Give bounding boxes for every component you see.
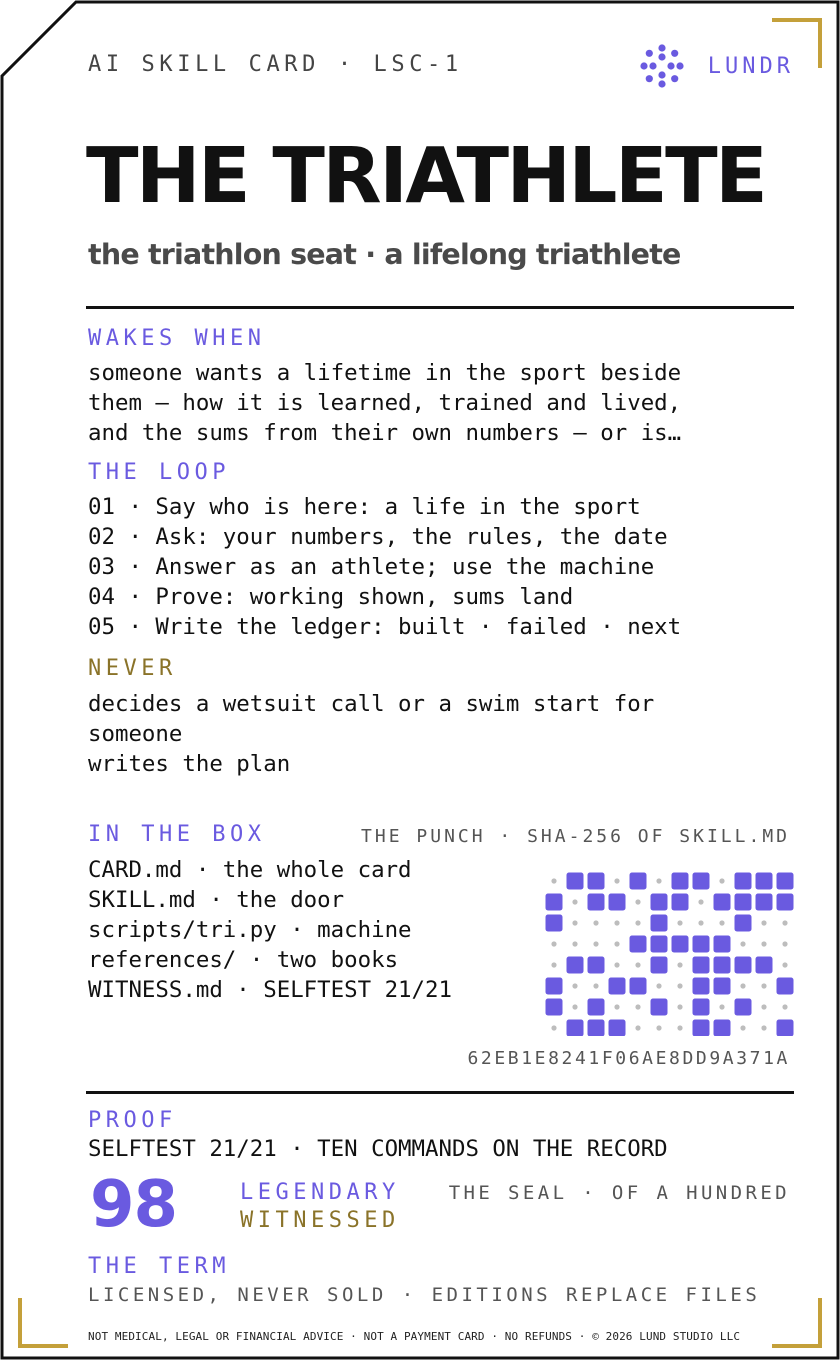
punch-cell-filled xyxy=(588,999,605,1016)
card-subtitle: the triathlon seat · a lifelong triathlete xyxy=(88,238,681,271)
punch-cell-filled xyxy=(735,999,752,1016)
punch-cell-empty xyxy=(677,962,682,967)
brand-name: LUNDR xyxy=(707,53,794,79)
punch-cell-empty xyxy=(614,878,619,883)
punch-label: THE PUNCH · SHA-256 OF SKILL.MD xyxy=(361,826,790,847)
punch-hash: 62EB1E8241F06AE8DD9A371A xyxy=(467,1048,790,1069)
loop-step: 03 · Answer as an athlete; use the machine xyxy=(88,554,655,580)
punch-cell-empty xyxy=(761,1025,766,1030)
punch-cell-empty xyxy=(761,920,766,925)
box-item: scripts/tri.py · machine xyxy=(88,917,412,943)
punch-cell-filled xyxy=(567,957,584,974)
punch-cell-empty xyxy=(572,1004,577,1009)
punch-cell-filled xyxy=(567,873,584,890)
punch-cell-empty xyxy=(593,941,598,946)
corner-bracket-bottom-left xyxy=(18,1298,68,1348)
punch-cell-filled xyxy=(714,978,731,995)
punch-cell-empty xyxy=(572,983,577,988)
corner-bracket-bottom-right xyxy=(772,1298,822,1348)
loop-step: 05 · Write the ledger: built · failed · next xyxy=(88,614,682,640)
punch-cell-filled xyxy=(735,894,752,911)
punch-cell-filled xyxy=(651,957,668,974)
punch-cell-empty xyxy=(677,983,682,988)
punch-cell-empty xyxy=(761,983,766,988)
punch-cell-empty xyxy=(719,1004,724,1009)
punch-cell-empty xyxy=(635,899,640,904)
loop-step: 01 · Say who is here: a life in the sport xyxy=(88,494,641,520)
punch-cell-filled xyxy=(693,936,710,953)
punch-cell-filled xyxy=(777,978,794,995)
punch-cell-filled xyxy=(672,873,689,890)
punch-cell-empty xyxy=(656,878,661,883)
punch-cell-filled xyxy=(651,894,668,911)
loop-step: 02 · Ask: your numbers, the rules, the date xyxy=(88,524,668,550)
punch-cell-empty xyxy=(551,1025,556,1030)
punch-cell-filled xyxy=(777,873,794,890)
punch-grid xyxy=(544,872,796,1036)
punch-cell-empty xyxy=(677,920,682,925)
never-text: decides a wetsuit call or a swim start for someone writes the plan xyxy=(88,691,655,777)
punch-cell-filled xyxy=(693,999,710,1016)
punch-cell-empty xyxy=(551,878,556,883)
tier-label: LEGENDARY xyxy=(240,1180,400,1205)
divider xyxy=(86,1091,794,1094)
punch-cell-filled xyxy=(735,915,752,932)
never-label: NEVER xyxy=(88,656,177,681)
box-item: CARD.md · the whole card xyxy=(88,857,412,883)
punch-cell-empty xyxy=(593,983,598,988)
punch-cell-empty xyxy=(614,941,619,946)
punch-cell-filled xyxy=(693,957,710,974)
punch-cell-empty xyxy=(740,941,745,946)
dotted-flower-icon xyxy=(640,44,684,88)
card-title: THE TRIATHLETE xyxy=(86,132,766,221)
punch-cell-empty xyxy=(677,1025,682,1030)
punch-cell-empty xyxy=(614,1004,619,1009)
punch-cell-empty xyxy=(572,920,577,925)
punch-cell-empty xyxy=(614,962,619,967)
loop-label: THE LOOP xyxy=(88,460,230,485)
punch-cell-filled xyxy=(714,894,731,911)
punch-cell-empty xyxy=(782,920,787,925)
punch-cell-empty xyxy=(614,920,619,925)
punch-cell-filled xyxy=(714,936,731,953)
punch-cell-filled xyxy=(693,873,710,890)
box-item: SKILL.md · the door xyxy=(88,887,345,913)
punch-cell-empty xyxy=(656,1025,661,1030)
term-label: THE TERM xyxy=(88,1254,230,1279)
punch-cell-filled xyxy=(735,873,752,890)
footer-disclaimer: NOT MEDICAL, LEGAL OR FINANCIAL ADVICE · NOT A PAYMENT CARD · NO REFUNDS · © 2026 LUND STUDIO LLC xyxy=(88,1330,741,1343)
punch-cell-empty xyxy=(782,962,787,967)
punch-cell-filled xyxy=(588,873,605,890)
punch-cell-empty xyxy=(719,920,724,925)
punch-cell-filled xyxy=(693,978,710,995)
brand xyxy=(640,44,794,88)
punch-cell-filled xyxy=(609,978,626,995)
punch-cell-filled xyxy=(756,873,773,890)
punch-cell-filled xyxy=(672,936,689,953)
punch-cell-empty xyxy=(572,941,577,946)
punch-cell-filled xyxy=(630,873,647,890)
punch-cell-empty xyxy=(719,878,724,883)
punch-cell-empty xyxy=(698,920,703,925)
punch-cell-filled xyxy=(630,978,647,995)
punch-cell-empty xyxy=(782,1004,787,1009)
punch-cell-filled xyxy=(651,999,668,1016)
punch-cell-filled xyxy=(588,957,605,974)
punch-cell-empty xyxy=(740,983,745,988)
punch-cell-filled xyxy=(546,915,563,932)
punch-cell-empty xyxy=(572,899,577,904)
punch-cell-empty xyxy=(635,962,640,967)
punch-cell-empty xyxy=(740,1025,745,1030)
status-label: WITNESSED xyxy=(240,1208,400,1233)
wakes-when-text: someone wants a lifetime in the sport beside them — how it is learned, trained and lived, and the sums from their own numbers — or is… xyxy=(88,360,682,446)
punch-cell-filled xyxy=(756,894,773,911)
seal-label: THE SEAL · OF A HUNDRED xyxy=(448,1182,790,1204)
punch-cell-filled xyxy=(777,894,794,911)
punch-cell-empty xyxy=(761,941,766,946)
punch-cell-empty xyxy=(677,1004,682,1009)
box-item: references/ · two books xyxy=(88,947,399,973)
punch-cell-empty xyxy=(551,941,556,946)
punch-cell-filled xyxy=(609,1020,626,1037)
divider xyxy=(86,306,794,309)
punch-cell-filled xyxy=(630,936,647,953)
punch-cell-empty xyxy=(635,1025,640,1030)
in-the-box-label: IN THE BOX xyxy=(88,822,266,847)
punch-cell-empty xyxy=(635,920,640,925)
punch-cell-filled xyxy=(777,1020,794,1037)
box-item: WITNESS.md · SELFTEST 21/21 xyxy=(88,977,452,1003)
punch-cell-filled xyxy=(693,1020,710,1037)
term-text: LICENSED, NEVER SOLD · EDITIONS REPLACE FILES xyxy=(88,1284,761,1306)
loop-step: 04 · Prove: working shown, sums land xyxy=(88,584,574,610)
proof-text: SELFTEST 21/21 · TEN COMMANDS ON THE RECORD xyxy=(88,1136,668,1162)
punch-cell-filled xyxy=(756,957,773,974)
punch-cell-filled xyxy=(651,915,668,932)
punch-cell-filled xyxy=(672,894,689,911)
score: 98 xyxy=(90,1168,178,1242)
punch-cell-filled xyxy=(546,999,563,1016)
wakes-when-label: WAKES WHEN xyxy=(88,326,266,351)
punch-cell-filled xyxy=(546,978,563,995)
punch-cell-filled xyxy=(735,957,752,974)
punch-cell-filled xyxy=(588,1020,605,1037)
punch-cell-filled xyxy=(588,894,605,911)
punch-cell-filled xyxy=(651,936,668,953)
punch-cell-filled xyxy=(567,1020,584,1037)
punch-cell-empty xyxy=(761,1004,766,1009)
punch-cell-empty xyxy=(698,899,703,904)
punch-cell-empty xyxy=(782,941,787,946)
punch-cell-filled xyxy=(714,1020,731,1037)
punch-cell-filled xyxy=(609,894,626,911)
punch-cell-empty xyxy=(635,1004,640,1009)
proof-label: PROOF xyxy=(88,1108,177,1133)
punch-cell-empty xyxy=(656,983,661,988)
card-label: AI SKILL CARD · LSC-1 xyxy=(88,52,463,77)
punch-cell-filled xyxy=(714,957,731,974)
punch-cell-filled xyxy=(546,894,563,911)
punch-cell-empty xyxy=(551,962,556,967)
punch-cell-empty xyxy=(593,920,598,925)
